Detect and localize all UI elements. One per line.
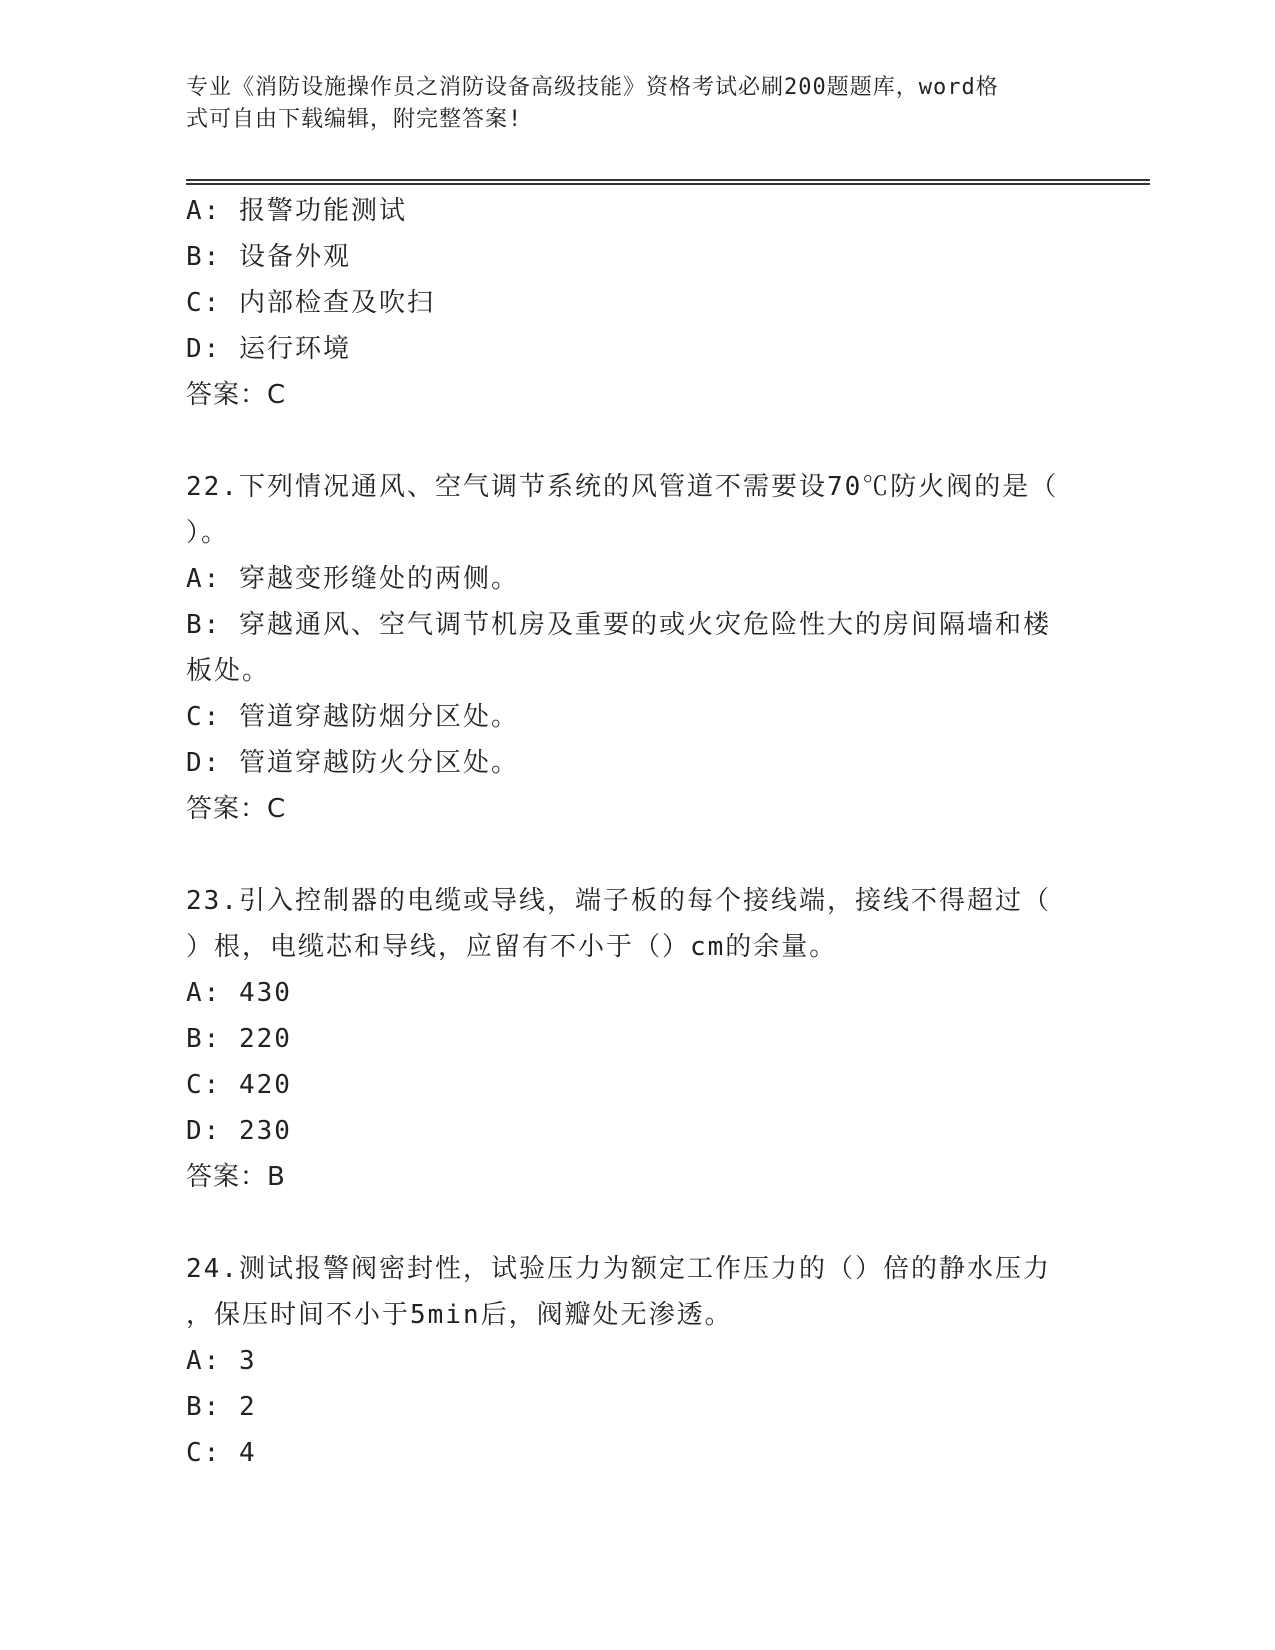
question-stem-line-1: 22.下列情况通风、空气调节系统的风管道不需要设70℃防火阀的是（ — [186, 472, 1059, 502]
header-divider-top — [186, 179, 1150, 181]
option-c: C: 内部检查及吹扫 — [186, 288, 435, 318]
spacer — [186, 832, 1086, 878]
option-b: B: 设备外观 — [186, 242, 351, 272]
question-21 — [186, 188, 1086, 418]
question-stem-line-2: ）根，电缆芯和导线，应留有不小于（）cm的余量。 — [186, 932, 838, 962]
question-24 — [186, 1246, 1086, 1476]
option-c: C: 4 — [186, 1438, 257, 1468]
document-header — [186, 72, 1066, 136]
spacer — [186, 418, 1086, 464]
option-b-continued: 板处。 — [186, 656, 271, 686]
option-b: B: 2 — [186, 1392, 257, 1422]
spacer — [186, 1200, 1086, 1246]
option-d: D: 运行环境 — [186, 334, 351, 364]
header-line-2: 式可自由下载编辑，附完整答案! — [186, 107, 523, 132]
option-d: D: 230 — [186, 1116, 292, 1146]
question-stem-line-1: 23.引入控制器的电缆或导线，端子板的每个接线端，接线不得超过（ — [186, 886, 1051, 916]
option-b: B: 穿越通风、空气调节机房及重要的或火灾危险性大的房间隔墙和楼 — [186, 610, 1051, 640]
question-stem-line-2: ，保压时间不小于5min后，阀瓣处无渗透。 — [186, 1300, 733, 1330]
question-list — [186, 188, 1086, 1476]
header-line-1: 专业《消防设施操作员之消防设备高级技能》资格考试必刷200题题库，word格 — [186, 75, 999, 100]
option-c: C: 420 — [186, 1070, 292, 1100]
question-22 — [186, 464, 1086, 832]
option-b: B: 220 — [186, 1024, 292, 1054]
header-divider-bottom — [186, 183, 1150, 185]
option-a: A: 430 — [186, 978, 292, 1008]
answer: 答案：C — [186, 380, 287, 410]
option-a: A: 报警功能测试 — [186, 196, 407, 226]
option-d: D: 管道穿越防火分区处。 — [186, 748, 519, 778]
option-a: A: 穿越变形缝处的两侧。 — [186, 564, 519, 594]
option-c: C: 管道穿越防烟分区处。 — [186, 702, 519, 732]
question-stem-line-1: 24.测试报警阀密封性，试验压力为额定工作压力的（）倍的静水压力 — [186, 1254, 1051, 1284]
option-a: A: 3 — [186, 1346, 257, 1376]
question-stem-line-2: ）。 — [186, 518, 230, 548]
question-23 — [186, 878, 1086, 1200]
answer: 答案：C — [186, 794, 287, 824]
answer: 答案：B — [186, 1162, 286, 1192]
